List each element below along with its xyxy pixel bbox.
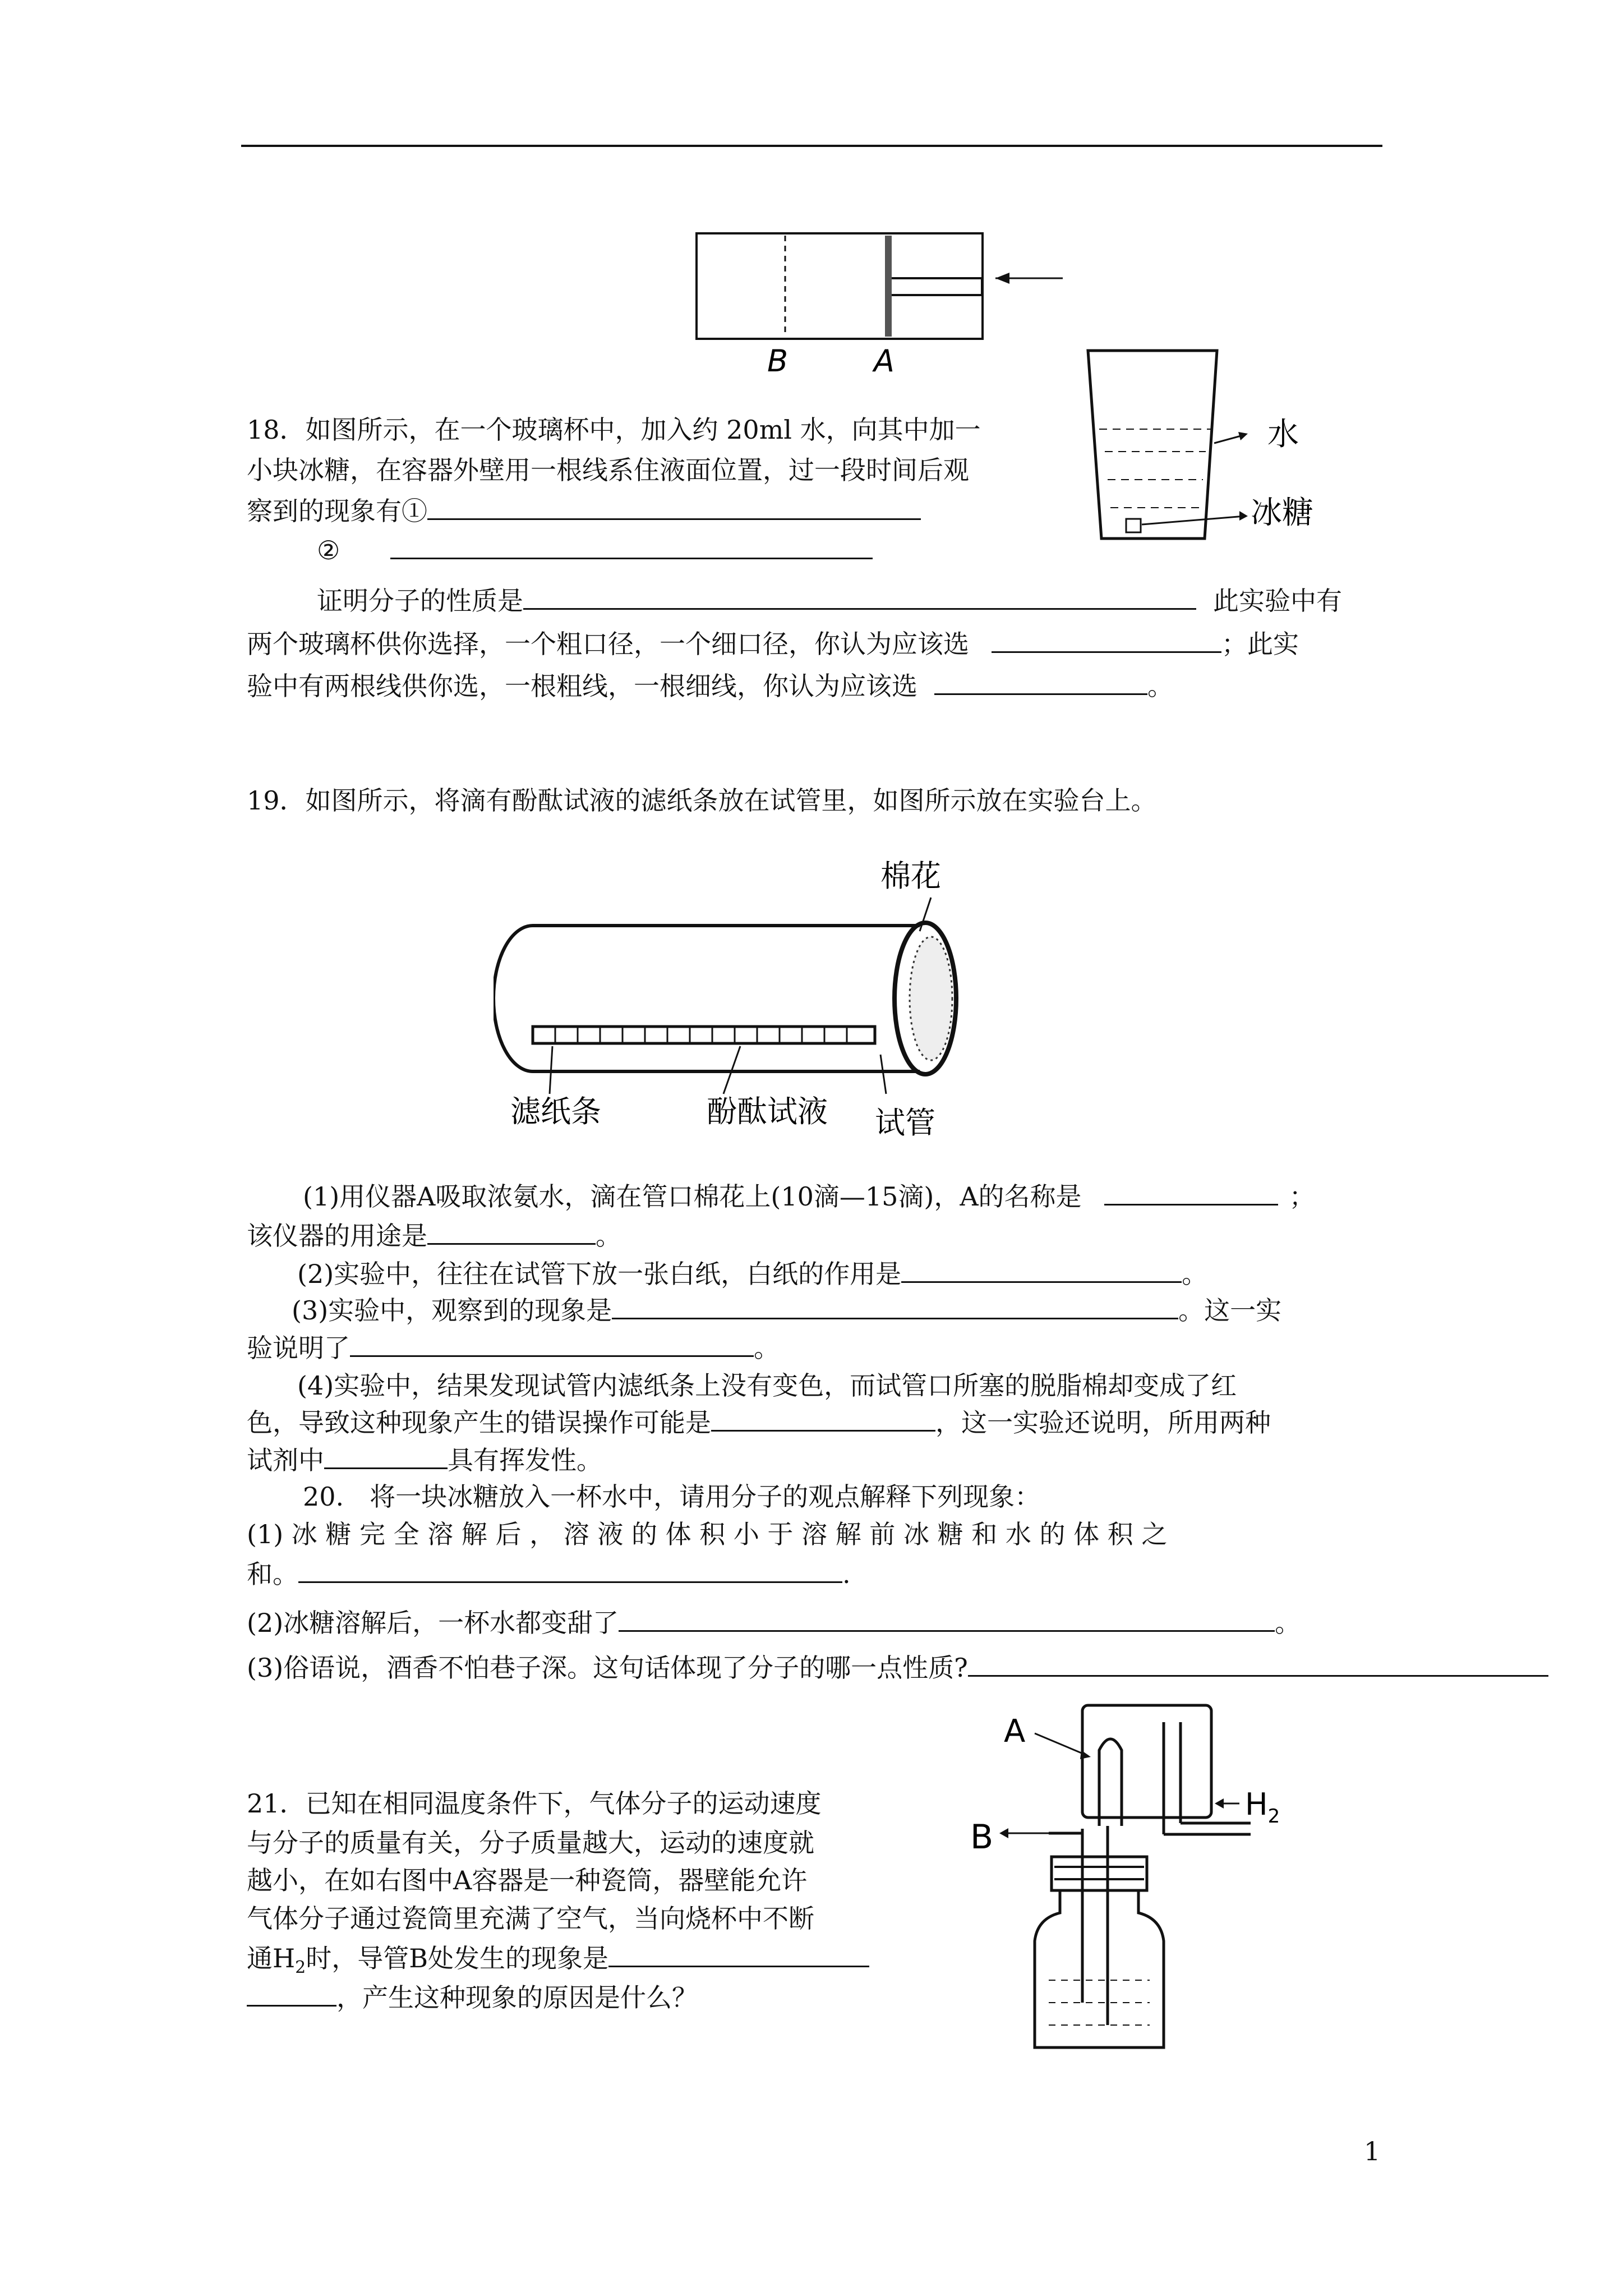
q19-p4c-text: 试剂中 [247, 1445, 324, 1475]
q20-p2-text: (2)冰糖溶解后，一杯水都变甜了 [247, 1608, 619, 1638]
q18-label-b: B [767, 343, 789, 376]
q21-apparatus-figure [970, 1688, 1318, 2059]
q18-beaker-figure [1077, 345, 1357, 547]
q21-l6 [247, 1980, 698, 2014]
q20-p3-text: (3)俗语说，酒香不怕巷子深。这句话体现了分子的哪一点性质? [247, 1653, 968, 1683]
q20-p1b [247, 1557, 851, 1591]
q19-p1b-tail: 。 [596, 1221, 621, 1251]
q19-p4c [247, 1443, 602, 1477]
q18-line6-tail: ；此实 [1221, 629, 1299, 659]
q18-line4 [317, 533, 873, 567]
q21-l5 [247, 1941, 869, 1985]
q18-circle-2: ② [317, 535, 340, 565]
q20-p1b-tail: . [842, 1559, 851, 1589]
q18-label-sugar: 冰糖 [1251, 495, 1313, 531]
q19-label-reagent: 酚酞试液 [707, 1094, 828, 1129]
q19-p2-text: (2)实验中，往往在试管下放一张白纸，白纸的作用是 [297, 1259, 902, 1289]
q19-p4b-text: 色，导致这种现象产生的错误操作可能是 [247, 1407, 711, 1438]
q19-p3b [247, 1331, 780, 1365]
q19-p1b-text: 该仪器的用途是 [247, 1221, 427, 1251]
q19-p1a-tail: ； [1289, 1181, 1315, 1212]
q20-blank-2[interactable] [619, 1605, 1275, 1632]
q18-blank-5[interactable] [934, 669, 1147, 695]
q18-line5 [317, 583, 1342, 618]
q20-p2 [247, 1605, 1301, 1640]
q19-blank-5[interactable] [350, 1331, 754, 1357]
q18-blank-2[interactable] [390, 533, 873, 559]
q19-blank-2[interactable] [427, 1218, 596, 1245]
q19-blank-3[interactable] [901, 1257, 1182, 1283]
q19-p3a-tail: 。这一实 [1178, 1295, 1282, 1326]
q18-line5-tail: 此实验中有 [1213, 586, 1342, 616]
q21-l5-pre: 通H [247, 1943, 296, 1973]
q18-line3 [247, 494, 921, 528]
q18-line6-text: 两个玻璃杯供你选择，一个粗口径，一个细口径，你认为应该选 [247, 629, 969, 659]
q20-p3 [247, 1650, 1548, 1685]
q18-blank-4[interactable] [992, 627, 1221, 653]
page-number: 1 [1364, 2136, 1381, 2166]
q18-line3-text: 察到的现象有① [247, 496, 427, 526]
q20-blank-3[interactable] [968, 1650, 1548, 1677]
q18-line7 [247, 669, 1173, 703]
q19-p1a [303, 1179, 1315, 1213]
q21-label-h2: $H_2$ [1245, 1787, 1280, 1828]
q21-l4: 气体分子通过瓷筒里充满了空气，当向烧杯中不断 [247, 1903, 814, 1934]
q18-tube-figure [690, 224, 1082, 376]
q19-label-tube: 试管 [875, 1105, 935, 1140]
q21-l3: 越小，在如右图中A容器是一种瓷筒，器壁能允许 [247, 1865, 808, 1895]
q19-tube-figure [494, 847, 1009, 1161]
q19-p4a: (4)实验中，结果发现试管内滤纸条上没有变色，而试管口所塞的脱脂棉却变成了红 [297, 1370, 1237, 1401]
q19-label-strip: 滤纸条 [510, 1094, 601, 1129]
q20-intro: 20. 将一块冰糖放入一杯水中，请用分子的观点解释下列现象： [303, 1481, 1041, 1512]
q19-p2 [297, 1257, 1207, 1291]
q19-p1a-text: (1)用仪器A吸取浓氨水，滴在管口棉花上(10滴—15滴)，A的名称是 [303, 1181, 1082, 1212]
q18-label-a: A [874, 343, 895, 376]
q21-label-a: A [1004, 1713, 1026, 1750]
q20-p1a: (1) 冰 糖 完 全 溶 解 后 ， 溶 液 的 体 积 小 于 溶 解 前 冰 糖 和 水 的 体 积 之 [247, 1519, 1168, 1549]
q21-label-b: B [970, 1818, 994, 1857]
q18-line7-tail: 。 [1147, 671, 1173, 701]
q21-l5-post: 时，导管B处发生的现象是 [306, 1943, 609, 1973]
q19-p3b-text: 验说明了 [247, 1333, 350, 1363]
q19-label-cotton: 棉花 [880, 858, 941, 894]
q19-p3a-text: (3)实验中，观察到的现象是 [292, 1295, 612, 1326]
q19-blank-7[interactable] [324, 1443, 448, 1469]
q21-l1: 21．已知在相同温度条件下，气体分子的运动速度 [247, 1788, 822, 1819]
q19-blank-1[interactable] [1104, 1179, 1278, 1205]
q18-line1: 18．如图所示，在一个玻璃杯中，加入约 20ml 水，向其中加一 [247, 415, 981, 445]
q18-blank-3[interactable] [523, 583, 1196, 610]
q19-p3a [292, 1293, 1281, 1327]
q21-blank-1[interactable] [608, 1941, 869, 1967]
q18-line7-text: 验中有两根线供你选，一根粗线，一根细线，你认为应该选 [247, 671, 917, 701]
q18-line6 [247, 627, 1299, 661]
q19-blank-6[interactable] [711, 1405, 935, 1432]
q20-p2-tail: 。 [1275, 1608, 1301, 1638]
q18-blank-1[interactable] [427, 494, 921, 520]
q21-l2: 与分子的质量有关，分子质量越大，运动的速度就 [247, 1828, 814, 1858]
q21-blank-2[interactable] [247, 1980, 336, 2007]
q19-p3b-tail: 。 [754, 1333, 780, 1363]
q18-line2: 小块冰糖，在容器外壁用一根线系住液面位置，过一段时间后观 [247, 455, 969, 485]
q20-p1b-text: 和。 [247, 1559, 298, 1589]
header-rule [241, 145, 1382, 147]
q19-blank-4[interactable] [612, 1293, 1178, 1319]
q18-line5-text: 证明分子的性质是 [317, 586, 523, 616]
q19-p4b-tail: ，这一实验还说明，所用两种 [935, 1407, 1271, 1438]
q19-intro: 19．如图所示，将滴有酚酞试液的滤纸条放在试管里，如图所示放在实验台上。 [247, 785, 1157, 816]
q19-p1b [247, 1218, 621, 1253]
q19-p2-tail: 。 [1182, 1259, 1208, 1289]
q21-l6-tail: ，产生这种现象的原因是什么？ [336, 1982, 698, 2013]
q20-blank-1[interactable] [298, 1557, 842, 1583]
q21-l5-sub: 2 [295, 1958, 306, 1978]
q18-label-water: 水 [1267, 416, 1299, 453]
q19-p4b [247, 1405, 1271, 1439]
q19-p4c-tail: 具有挥发性。 [448, 1445, 602, 1475]
